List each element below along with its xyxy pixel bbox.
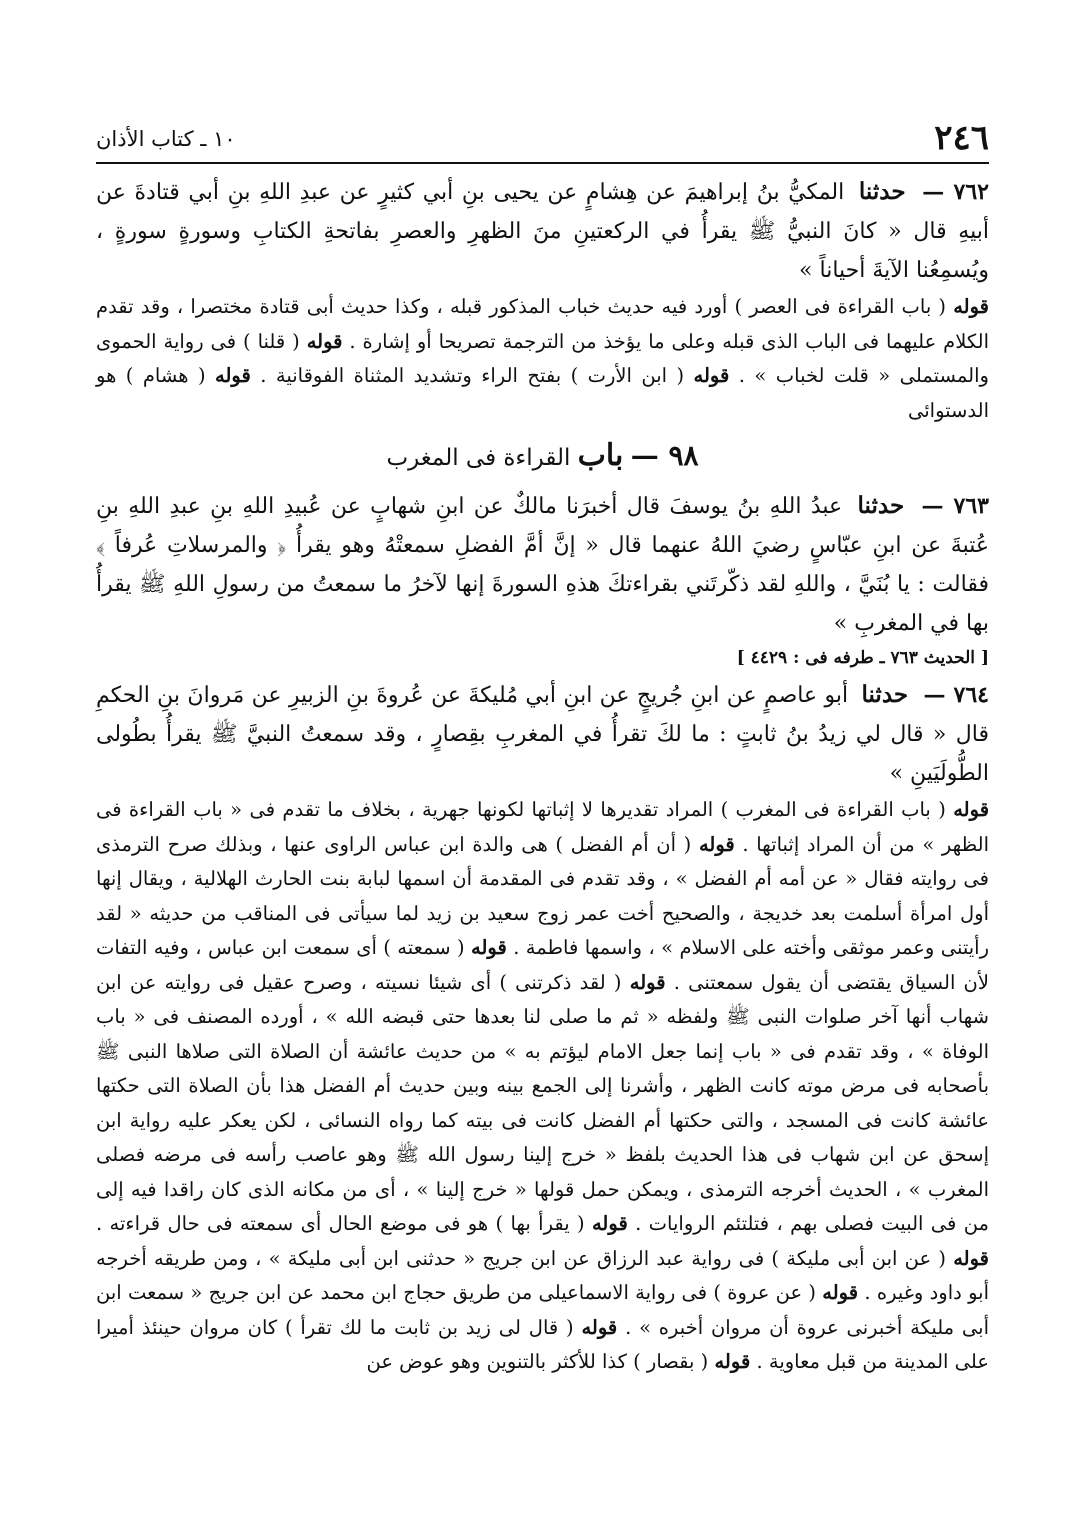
page-number: ٢٤٦ bbox=[934, 118, 989, 158]
hadith-isnad: المكيُّ بنُ إبراهيمَ عن هِشامٍ عن يحيى بنِ أبي كثيرٍ عن عبدِ اللهِ بنِ أبي قتادةَ عن أبيهِ قال bbox=[96, 180, 989, 244]
page-header bbox=[96, 118, 989, 164]
commentary-text: ( سمعته ) أى سمعت ابن عباس ، وفيه التفات لأن السياق يقتضى أن يقول سمعتنى . bbox=[96, 936, 990, 994]
haddathana-word: حدثنا bbox=[858, 178, 906, 205]
hadith-number: ٧٦٤ — bbox=[923, 682, 989, 708]
qawluh-marker: قوله bbox=[591, 1212, 628, 1235]
commentary-text: ( قلنا ) فى رواية الحموى والمستملى « قلت لخباب » . bbox=[96, 329, 989, 387]
qawluh-marker: قوله bbox=[629, 970, 666, 994]
commentary-text: ( بقصار ) كذا للأكثر بالتنوين وهو عوض عن bbox=[366, 1350, 709, 1373]
commentary-text: ( أن أم الفضل ) هى والدة ابن عباس الراوى عنها ، وبذلك صرح الترمذى فى روايته فقال « عن أمه أم الفضل » ، وقد تقدم فى المقدمة أن اسمها لبابة بنت الحارث الهلالية ، ويقال إنها أول امرأة أسلمت بعد خديجة ، والصحيح أخت عمر زوج سعيد بن زيد لما سيأتى فى المناقب من حديثه « لقد رأيتنى وعمر موثقى وأخته على الاسلام » ، واسمها فاطمة . bbox=[96, 832, 989, 959]
hadith-matn: « قال لي زيدُ بنُ ثابتٍ : ما لكَ تقرأُ في المغربِ بقِصارٍ ، وقد سمعتُ النبيَّ ﷺ يقرأُ بطُولى الطُّولَيَينِ » bbox=[96, 722, 989, 786]
commentary-text: ( باب القراءة فى المغرب ) المراد تقديرها لا إثباتها لكونها جهرية ، بخلاف ما تقدم فى « باب القراءة فى الظهر » من أن المراد إثباتها . bbox=[96, 798, 989, 856]
commentary-text: ( باب القراءة فى العصر ) أورد فيه حديث خباب المذكور قبله ، وكذا حديث أبى قتادة مختصرا ، وقد تقدم الكلام عليهما فى الباب الذى قبله وعلى ما يؤخذ من الترجمة تصريحا أو إشارة . bbox=[96, 295, 989, 353]
qawluh-marker: قوله bbox=[953, 295, 989, 318]
commentary-text: ( قال لى زيد بن ثابت ما لك تقرأ ) كان مروان حينئذ أميرا على المدينة من قبل معاوية . bbox=[96, 1315, 989, 1373]
haddathana-word: حدثنا bbox=[861, 681, 909, 708]
bab-title: القراءة فى المغرب bbox=[386, 445, 571, 471]
commentary-text: ( هشام ) هو الدستوائى bbox=[96, 364, 989, 422]
chapter-title: ١٠ ـ كتاب الأذان bbox=[96, 127, 236, 151]
hadith-cross-reference: [ الحديث ٧٦٣ ـ طرفه فى : ٤٤٢٩ ] bbox=[736, 648, 989, 668]
hadith-762 bbox=[96, 172, 989, 290]
hadith-number: ٧٦٣ — bbox=[921, 493, 989, 519]
commentary-text: ( يقرأ بها ) هو فى موضع الحال أى سمعته فى حال قراءته . bbox=[96, 1212, 585, 1235]
bab-heading bbox=[96, 428, 989, 486]
qawluh-marker: قوله bbox=[714, 1350, 751, 1373]
bab-number: ٩٨ — bbox=[630, 439, 699, 472]
hadith-764 bbox=[96, 675, 989, 793]
hadith-isnad: أبو عاصمٍ عن ابنِ جُريجٍ عن ابنِ أبي مُليكةَ عن عُروةَ بنِ الزبيرِ عن مَروانَ بنِ الحكمِ قال bbox=[96, 683, 990, 747]
qawluh-marker: قوله bbox=[698, 832, 735, 856]
page-body bbox=[96, 172, 989, 1380]
qawluh-marker: قوله bbox=[953, 798, 990, 821]
hadith-matn: « إنَّ أمَّ الفضلِ سمعتْهُ وهو يقرأُ ﴿ والمرسلاتِ عُرفاً ﴾ فقالت : يا بُنَيَّ ، واللهِ لقد ذكّرتَني بقراءتكَ هذهِ السورةَ إنها لآخرُ ما سمعتُ من رسولِ اللهِ ﷺ يقرأُ بها في المغربِ » bbox=[96, 533, 989, 636]
qawluh-marker: قوله bbox=[471, 936, 507, 959]
bab-word: باب bbox=[577, 438, 624, 473]
qawluh-marker: قوله bbox=[953, 1246, 989, 1270]
hadith-matn: « كانَ النبيُّ ﷺ يقرأُ في الركعتينِ منَ الظهرِ والعصرِ بفاتحةِ الكتابِ وسورةٍ سورةٍ ، ويُسمِعُنا الآيةَ أحياناً » bbox=[96, 219, 989, 283]
commentary-764 bbox=[96, 793, 989, 1380]
hadith-763 bbox=[96, 486, 989, 643]
qawluh-marker: قوله bbox=[306, 329, 343, 353]
qawluh-marker: قوله bbox=[693, 364, 730, 387]
hadith-number: ٧٦٢ — bbox=[922, 179, 989, 205]
commentary-text: ( عن عروة ) فى رواية الاسماعيلى من طريق حجاج ابن محمد عن ابن جريج « سمعت ابن أبى مليكة أخبرنى عروة أن مروان أخبره » . bbox=[96, 1281, 990, 1339]
commentary-text: ( ابن الأرت ) بفتح الراء وتشديد المثناة الفوقانية . bbox=[260, 364, 685, 387]
commentary-text: ( عن ابن أبى مليكة ) فى رواية عبد الرزاق عن ابن جريج « حدثنى ابن أبى مليكة » ، ومن طريقه أخرجه أبو داود وغيره . bbox=[96, 1246, 990, 1304]
hadith-isnad: عبدُ اللهِ بنُ يوسفَ قال أخبرَنا مالكٌ عن ابنِ شهابٍ عن عُبيدِ اللهِ بنِ عبدِ اللهِ بنِ عُتبةَ عن ابنِ عبّاسٍ رضيَ اللهُ عنهما قال bbox=[96, 494, 990, 558]
commentary-text: ( لقد ذكرتنى ) أى شيئا نسيته ، وصرح عقيل فى روايته عن ابن شهاب أنها آخر صلوات النبى ﷺ ولفظه « ثم ما صلى لنا بعدها حتى قبضه الله » ، أورده المصنف فى « باب الوفاة » ، وقد تقدم فى « باب إنما جعل الامام ليؤتم به » من حديث عائشة أن الصلاة التى صلاها النبى ﷺ بأصحابه فى مرض موته كانت الظهر ، وأشرنا إلى الجمع بينه وبين حديث أم الفضل هذا بأن الصلاة التى حكتها عائشة كانت فى المسجد ، والتى حكتها أم الفضل كانت فى بيته كما رواه النسائى ، لكن يعكر عليه رواية ابن إسحق عن ابن شهاب فى هذا الحديث بلفظ « خرج إلينا رسول الله ﷺ وهو عاصب رأسه فى مرضه فصلى المغرب » ، الحديث أخرجه الترمذى ، ويمكن حمل قولها « خرج إلينا » ، أى من مكانه الذى كان راقدا فيه إلى من فى البيت فصلى بهم ، فتلتئم الروايات . bbox=[96, 970, 990, 1235]
qawluh-marker: قوله bbox=[581, 1315, 618, 1339]
qawluh-marker: قوله bbox=[822, 1281, 859, 1304]
qawluh-marker: قوله bbox=[215, 364, 251, 387]
book-page bbox=[96, 118, 989, 1498]
commentary-762 bbox=[96, 290, 989, 428]
haddathana-word: حدثنا bbox=[857, 492, 905, 519]
